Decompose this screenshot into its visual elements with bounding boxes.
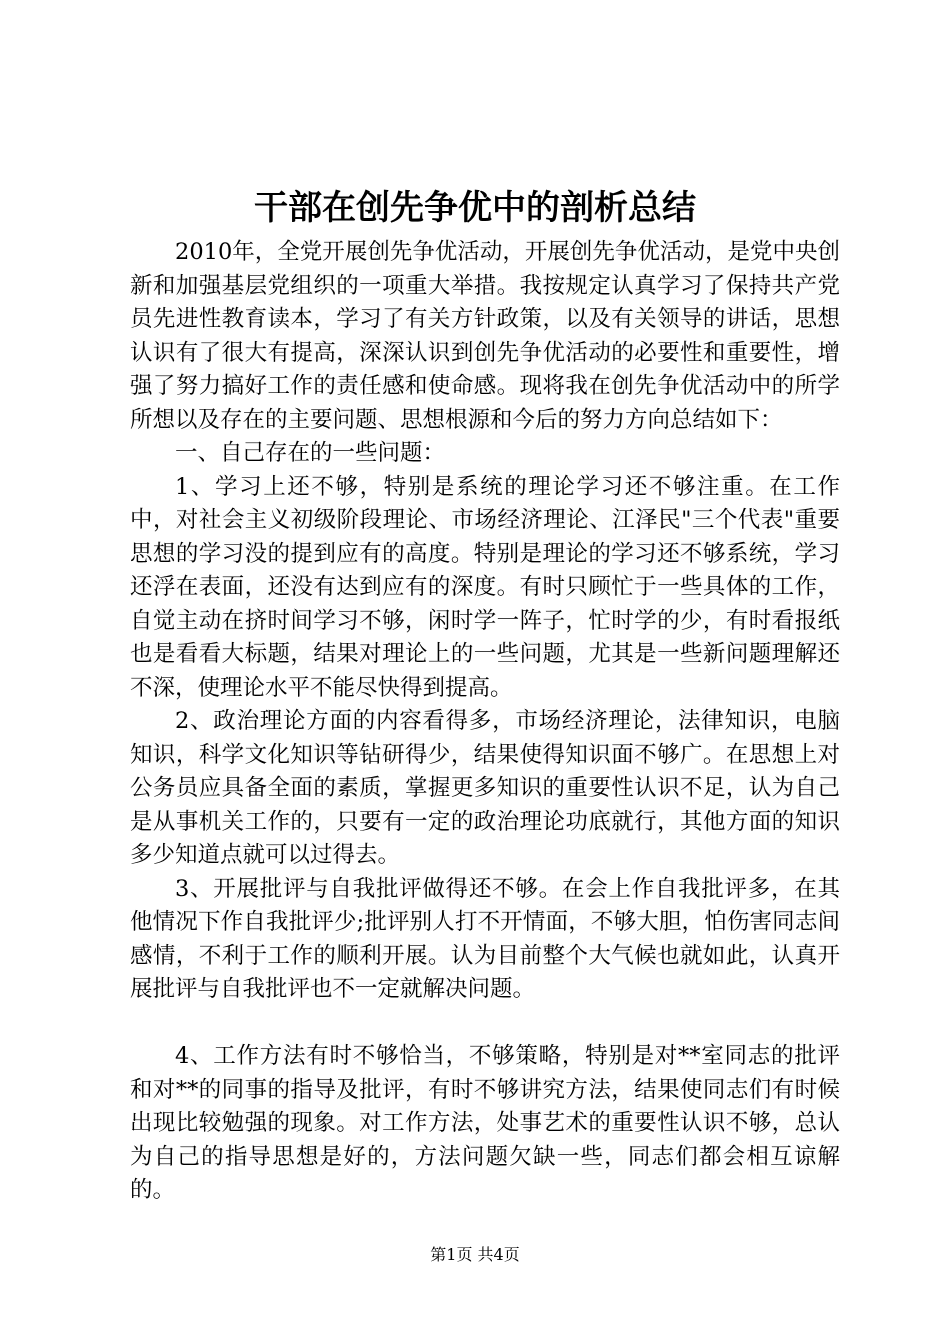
document-title: 干部在创先争优中的剖析总结 xyxy=(254,188,696,228)
page-number-footer: 第1页 共4页 xyxy=(430,1245,520,1264)
paragraph-issue-2: 2、政治理论方面的内容看得多，市场经济理论，法律知识，电脑知识，科学文化知识等钻研得少，结果使得知识面不够广。在思想上对公务员应具备全面的素质，掌握更多知识的重要性认识不足，认为自己是从事机关工作的，只要有一定的政治理论功底就行，其他方面的知识多少知道点就可以过得去。 xyxy=(130,708,840,868)
paragraph-issue-3: 3、开展批评与自我批评做得还不够。在会上作自我批评多，在其他情况下作自我批评少;批评别人打不开情面，不够大胆，怕伤害同志间感情，不利于工作的顺利开展。认为目前整个大气候也就如此，认真开展批评与自我批评也不一定就解决问题。 xyxy=(130,875,840,1002)
blank-line xyxy=(130,1007,840,1041)
paragraph-section-heading: 一、自己存在的一些问题： xyxy=(175,440,446,466)
paragraph-issue-1: 1、学习上还不够，特别是系统的理论学习还不够注重。在工作中，对社会主义初级阶段理论、市场经济理论、江泽民"三个代表"重要思想的学习没的提到应有的高度。特别是理论的学习还不够系统，学习还浮在表面，还没有达到应有的深度。有时只顾忙于一些具体的工作，自觉主动在挤时间学习不够，闲时学一阵子，忙时学的少，有时看报纸也是看看大标题，结果对理论上的一些问题，尤其是一些新问题理解还不深，使理论水平不能尽快得到提高。 xyxy=(130,473,840,701)
paragraph-issue-4: 4、工作方法有时不够恰当，不够策略，特别是对**室同志的批评和对**的同事的指导及批评，有时不够讲究方法，结果使同志们有时候出现比较勉强的现象。对工作方法，处事艺术的重要性认识不够，总认为自己的指导思想是好的，方法问题欠缺一些，同志们都会相互谅解的。 xyxy=(130,1043,840,1203)
document-body xyxy=(130,236,840,1208)
paragraph-intro: 2010年，全党开展创先争优活动，开展创先争优活动，是党中央创新和加强基层党组织的一项重大举措。我按规定认真学习了保持共产党员先进性教育读本，学习了有关方针政策，以及有关领导的讲话，思想认识有了很大有提高，深深认识到创先争优活动的必要性和重要性，增强了努力搞好工作的责任感和使命感。现将我在创先争优活动中的所学所想以及存在的主要问题、思想根源和今后的努力方向总结如下： xyxy=(130,239,840,433)
